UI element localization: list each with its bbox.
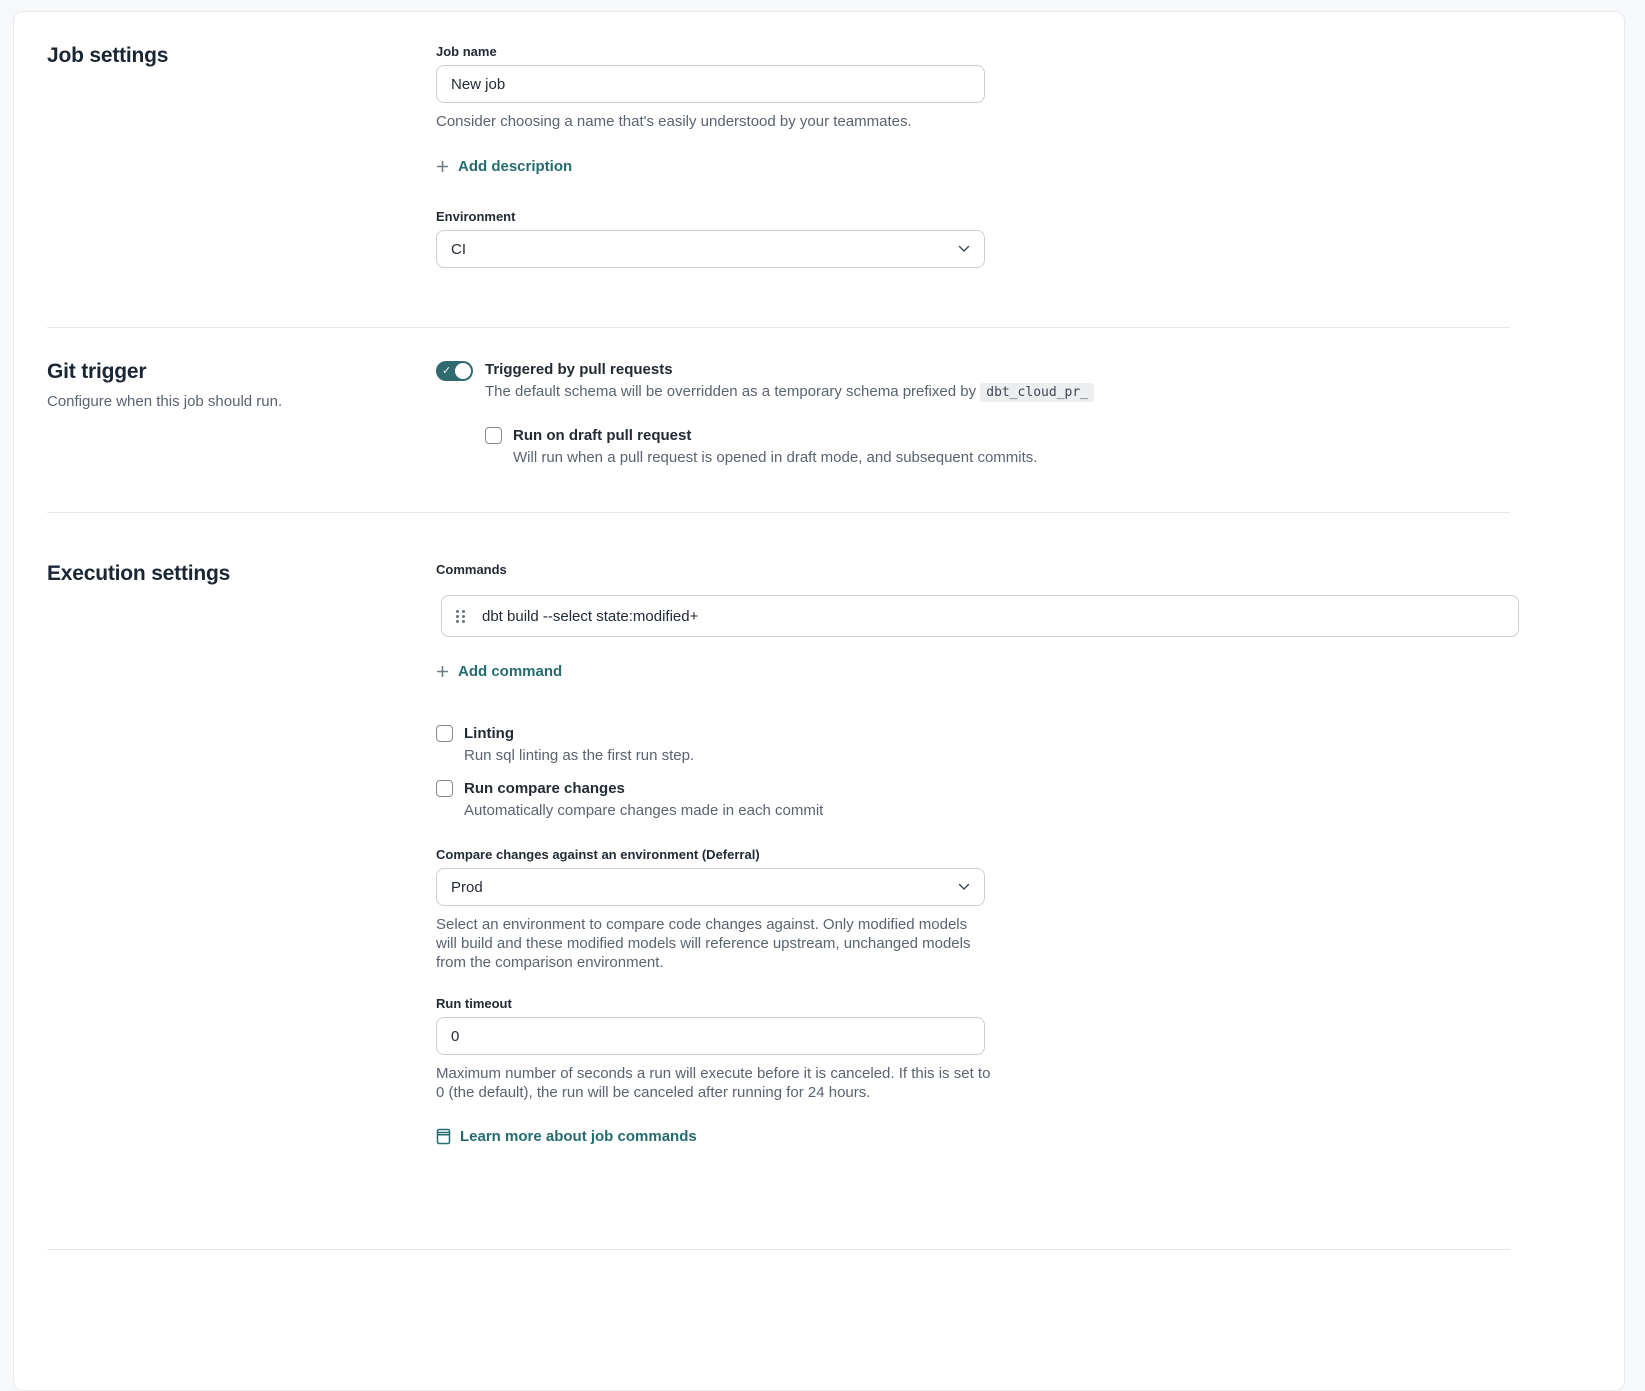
learn-more-label: Learn more about job commands (460, 1128, 697, 1145)
linting-label: Linting (464, 725, 514, 742)
run-timeout-helper: Maximum number of seconds a run will execute before it is canceled. If this is set to 0 (the default), the run will be canceled after running for 24 hours. (436, 1065, 991, 1101)
draft-pr-description: Will run when a pull request is opened in draft mode, and subsequent commits. (513, 449, 1038, 466)
pull-requests-description (485, 382, 1094, 402)
environment-select[interactable] (436, 230, 985, 268)
linting-checkbox[interactable] (436, 725, 453, 742)
job-name-helper: Consider choosing a name that's easily understood by your teammates. (436, 113, 912, 130)
deferral-select[interactable] (436, 868, 985, 906)
environment-select-value: CI (451, 240, 466, 258)
plus-icon (436, 160, 449, 173)
section-job-settings (14, 12, 1624, 268)
environment-label: Environment (436, 209, 516, 224)
git-trigger-subtitle: Configure when this job should run. (47, 393, 283, 410)
deferral-label: Compare changes against an environment (Deferral) (436, 847, 760, 862)
add-description-label: Add description (458, 158, 573, 175)
chevron-down-icon (958, 245, 970, 253)
schema-prefix-code: dbt_cloud_pr_ (980, 383, 1094, 402)
add-command-button[interactable] (436, 663, 562, 680)
commands-label: Commands (436, 562, 507, 577)
run-compare-label: Run compare changes (464, 780, 625, 797)
learn-more-link[interactable] (436, 1128, 697, 1145)
git-trigger-title: Git trigger (47, 360, 147, 383)
divider (47, 1249, 1510, 1250)
pull-requests-description-text: The default schema will be overridden as a temporary schema prefixed by (485, 383, 977, 400)
command-row (441, 595, 1519, 637)
job-settings-title: Job settings (47, 44, 169, 67)
drag-handle-icon[interactable] (456, 610, 465, 623)
pull-requests-label: Triggered by pull requests (485, 361, 673, 378)
chevron-down-icon (958, 883, 970, 891)
run-compare-checkbox[interactable] (436, 780, 453, 797)
job-settings-card (13, 11, 1625, 1391)
draft-pr-label: Run on draft pull request (513, 427, 692, 444)
toggle-knob (455, 363, 471, 379)
deferral-helper: Select an environment to compare code changes against. Only modified models will build and these modified models will reference upstream, unchanged models from the comparison environment. (436, 916, 971, 971)
run-timeout-input[interactable] (436, 1017, 985, 1055)
add-command-label: Add command (458, 663, 563, 680)
pull-requests-toggle[interactable] (436, 361, 473, 381)
execution-settings-title: Execution settings (47, 562, 231, 585)
command-input[interactable]: dbt build --select state:modified+ (482, 607, 699, 625)
run-timeout-label: Run timeout (436, 996, 512, 1011)
check-icon: ✓ (442, 365, 452, 377)
plus-icon (436, 665, 449, 678)
job-name-label: Job name (436, 44, 497, 59)
book-icon (436, 1128, 451, 1145)
draft-pr-checkbox[interactable] (485, 427, 502, 444)
linting-description: Run sql linting as the first run step. (464, 747, 695, 764)
add-description-button[interactable] (436, 158, 572, 175)
job-name-input[interactable] (436, 65, 985, 103)
section-git-trigger (14, 328, 1624, 467)
run-compare-description: Automatically compare changes made in each commit (464, 802, 824, 819)
section-execution-settings (14, 513, 1624, 1150)
deferral-select-value: Prod (451, 878, 483, 896)
